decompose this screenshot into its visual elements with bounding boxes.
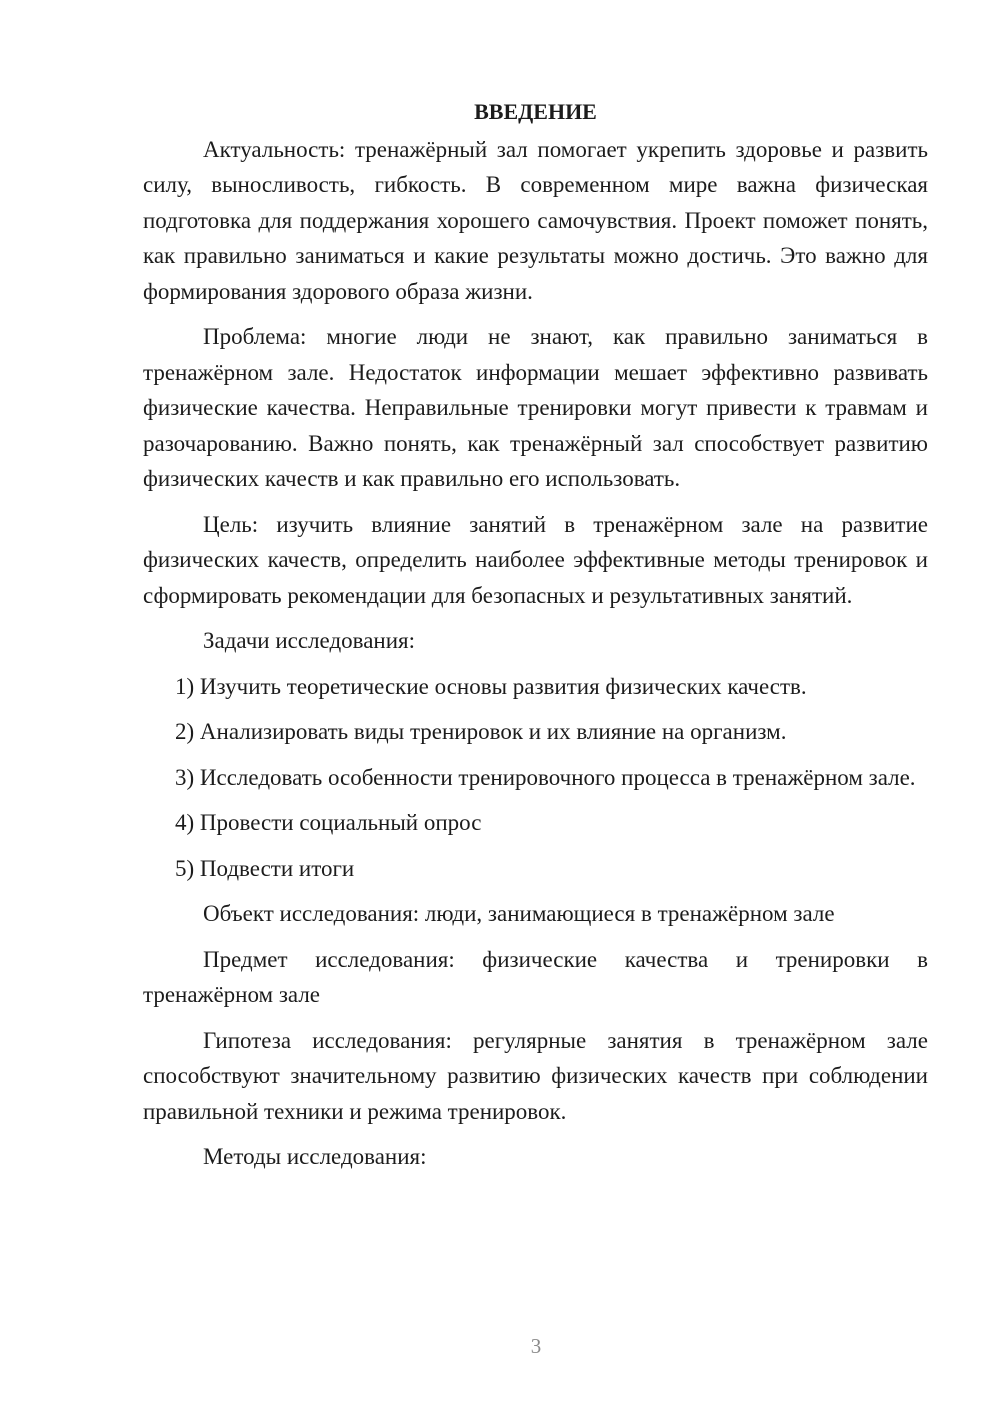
tasks-heading: Задачи исследования:: [203, 628, 416, 653]
task-item: 1) Изучить теоретические основы развития физических качеств.: [175, 673, 807, 699]
paragraph-object: Объект исследования: люди, занимающиеся в тренажёрном зале: [203, 901, 835, 926]
paragraph-subject: Предмет исследования: физические качества и тренировки в тренажёрном зале: [143, 946, 928, 1007]
task-item: 3) Исследовать особенности тренировочного процесса в тренажёрном зале.: [175, 764, 916, 790]
paragraph-problem: Проблема: многие люди не знают, как правильно заниматься в тренажёрном зале. Недостаток информации мешает эффективно развивать физические качества. Неправильные тренировки могут привести к травмам и разочарованию. Важно понять, как тренажёрный зал способствует развитию физических качеств и как правильно его использовать.: [143, 324, 928, 491]
paragraph-goal: Цель: изучить влияние занятий в тренажёрном зале на развитие физических качеств, определить наиболее эффективные методы тренировок и сформировать рекомендации для безопасных и результативных занятий.: [143, 511, 928, 608]
page-content: [143, 94, 928, 1185]
paragraph-relevance: Актуальность: тренажёрный зал помогает укрепить здоровье и развить силу, выносливость, гибкость. В современном мире важна физическая подготовка для поддержания хорошего самочувствия. Проект поможет понять, как правильно заниматься и какие результаты можно достичь. Это важно для формирования здорового образа жизни.: [143, 136, 928, 304]
task-item: 5) Подвести итоги: [175, 855, 355, 881]
paragraph-hypothesis: Гипотеза исследования: регулярные занятия в тренажёрном зале способствуют значительному развитию физических качеств при соблюдении правильной техники и режима тренировок.: [143, 1027, 928, 1124]
page-number: 3: [530, 1334, 542, 1358]
section-title: ВВЕДЕНИЕ: [474, 99, 597, 124]
methods-heading: Методы исследования:: [203, 1144, 427, 1169]
task-item: 2) Анализировать виды тренировок и их влияние на организм.: [175, 719, 787, 744]
task-item: 4) Провести социальный опрос: [175, 810, 482, 835]
